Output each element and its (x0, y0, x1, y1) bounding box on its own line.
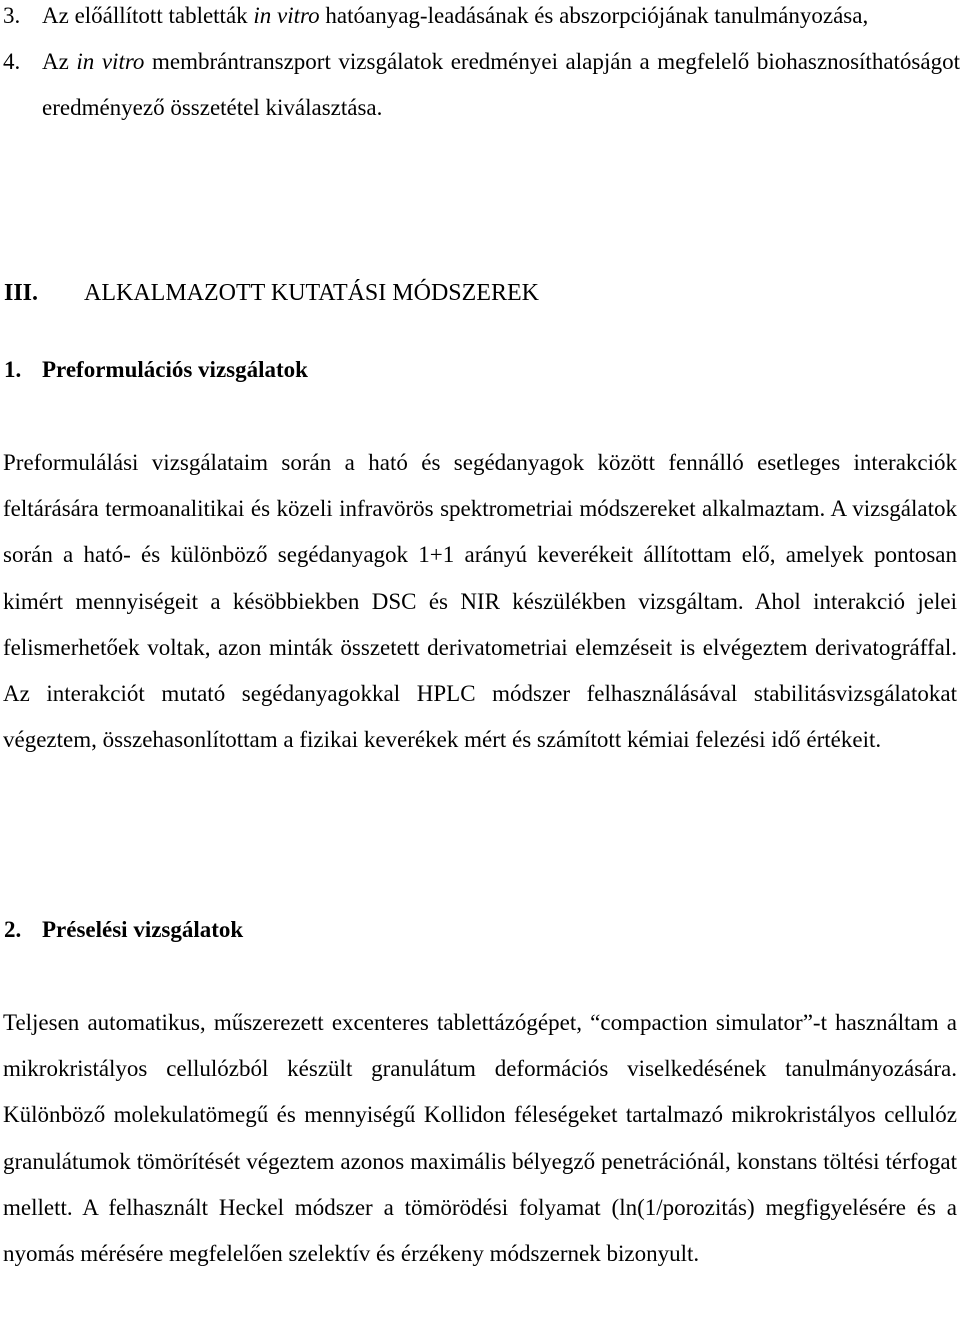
list-item-text-post: membrántranszport vizsgálatok eredményei alapján a megfelelő biohasznosíthatóságot eredményező összetétel kiválasztása. (42, 49, 960, 120)
list-item-text-post: hatóanyag-leadásának és abszorpciójának tanulmányozása, (319, 3, 869, 28)
section-paragraph-preformulation: Preformulálási vizsgálataim során a ható és segédanyagok között fennálló esetleges interakciók feltárására termoanalitikai és közeli infravörös spektrometriai módszereket alkalmaztam. A vizsgálatok során a ható- és különböző segédanyagok 1+1 arányú keverékeit állítottam elő, amelyek pontosan kimért mennyiségeit a késöbbiekben DSC és NIR készülékben vizsgáltam. Ahol interakció jelei felismerhetőek voltak, azon minták összetett derivatometriai elemzéseit is elvégeztem derivatográffal. Az interakciót mutató segédanyagokkal HPLC módszer felhasználásával stabilitásvizsgálatokat végeztem, összehasonlítottam a fizikai keverékek mért és számított kémiai felezési idő értékeit. (3, 450, 957, 753)
list-item-text-pre: Az (42, 49, 77, 74)
list-item-number: 4. (3, 49, 21, 74)
section-paragraph-compression: Teljesen automatikus, műszerezett excenteres tablettázógépet, “compaction simulator”-t használtam a mikrokristályos cellulózból készült granulátum deformációs viselkedésének tanulmányozására. Különböző molekulatömegű és mennyiségű Kollidon féleségeket tartalmazó mikrokristályos cellulóz granulátumok tömörítését végeztem azonos maximális bélyegző penetrációnál, konstans töltési térfogat mellett. A felhasznált Heckel módszer a tömörödési folyamat (ln(1/porozitás) megfigyelésére és a nyomás mérésére megfelelően szelektív és érzékeny módszernek bizonyult. (3, 1010, 957, 1267)
section-number: 1. (4, 357, 22, 382)
list-item (0, 39, 960, 131)
chapter-heading (4, 270, 539, 316)
section-heading-preformulation (4, 347, 308, 393)
chapter-title: ALKALMAZOTT KUTATÁSI MÓDSZEREK (84, 280, 539, 306)
list-item-text-italic: in vitro (253, 3, 320, 28)
list-item-number: 3. (3, 3, 21, 28)
chapter-number: III. (4, 280, 39, 306)
list-item-text-italic: in vitro (76, 49, 145, 74)
section-heading-compression (4, 907, 243, 953)
section-title: Préselési vizsgálatok (42, 917, 244, 942)
section-title: Preformulációs vizsgálatok (42, 357, 308, 382)
objectives-list (0, 0, 960, 131)
section-number: 2. (4, 917, 22, 942)
list-item (0, 0, 960, 39)
list-item-text-pre: Az előállított tabletták (42, 3, 254, 28)
